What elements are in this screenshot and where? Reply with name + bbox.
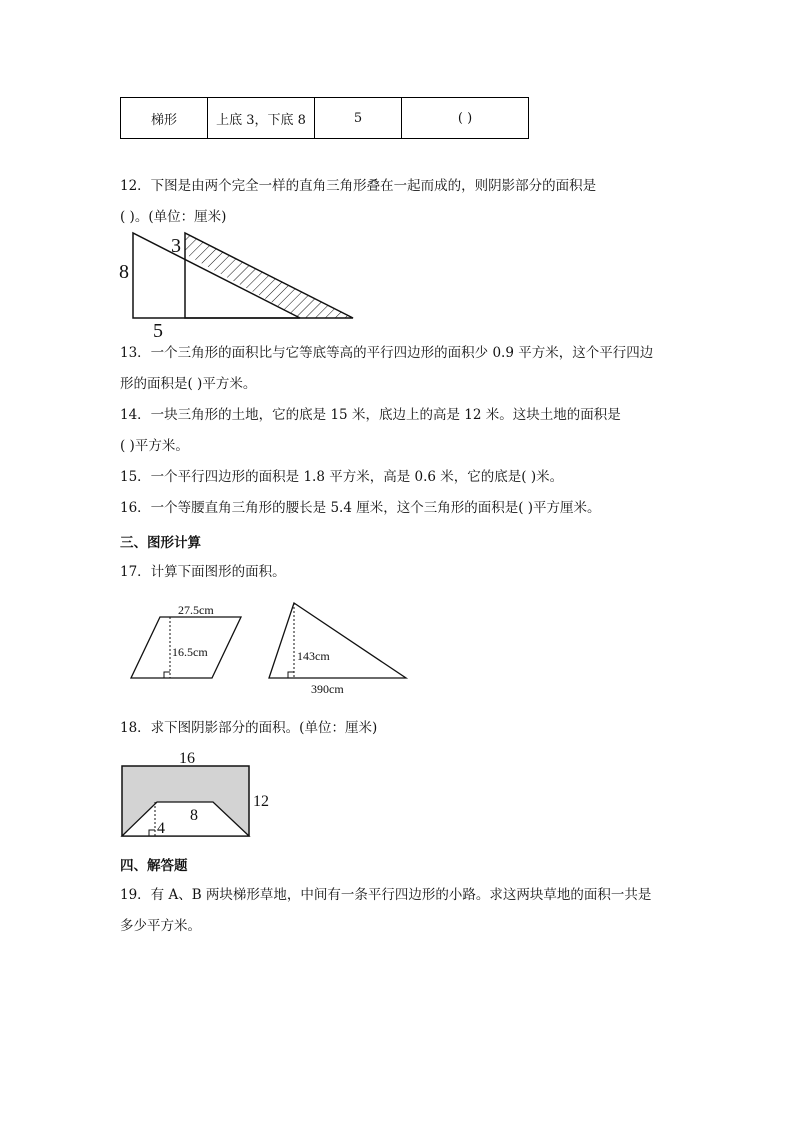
q17-triangle-base-label: 390cm [311, 682, 344, 696]
q17-parallelogram-right-angle [164, 672, 170, 678]
q15-text: 15．一个平行四边形的面积是 1.8 平方米，高是 0.6 米，它的底是( )米。 [120, 469, 564, 485]
q12-label-8: 8 [119, 261, 129, 283]
q12-triangles-figure [110, 226, 370, 341]
q18-label-12: 12 [253, 793, 269, 810]
section-4-heading: 四、解答题 [120, 858, 188, 874]
q18-text: 18．求下图阴影部分的面积。(单位：厘米) [120, 720, 378, 736]
q12-text-line2: ( )。(单位：厘米) [120, 209, 227, 225]
q12-text-line1: 12．下图是由两个完全一样的直角三角形叠在一起而成的，则阴影部分的面积是 [120, 178, 597, 194]
q13-text-line1: 13．一个三角形的面积比与它等底等高的平行四边形的面积少 0.9 平方米，这个平行四边 [120, 345, 654, 361]
q12-label-5: 5 [153, 320, 163, 341]
q17-para-top-label: 27.5cm [178, 603, 214, 617]
q17-figures [120, 596, 420, 700]
q13-text-line2: 形的面积是( )平方米。 [120, 376, 257, 392]
q18-figure [115, 745, 280, 842]
cell-shape: 梯形 [121, 98, 208, 139]
trapezoid-table-row [120, 97, 529, 139]
q19-text-line2: 多少平方米。 [120, 918, 201, 934]
q17-text: 17．计算下面图形的面积。 [120, 564, 286, 580]
q17-triangle [269, 603, 406, 678]
q18-label-4: 4 [157, 820, 165, 837]
q18-label-16: 16 [179, 750, 195, 767]
cell-area-answer: ( ) [402, 98, 529, 139]
q19-text-line1: 19．有 A、B 两块梯形草地，中间有一条平行四边形的小路。求这两块草地的面积一共是 [120, 887, 652, 903]
q12-right-triangle [185, 233, 353, 318]
q12-label-3: 3 [171, 235, 181, 257]
q14-text-line1: 14．一块三角形的土地，它的底是 15 米，底边上的高是 12 米。这块土地的面积是 [120, 407, 621, 423]
cell-base: 上底 3，下底 8 [208, 98, 315, 139]
section-3-heading: 三、图形计算 [120, 535, 201, 551]
q16-text: 16．一个等腰直角三角形的腰长是 5.4 厘米，这个三角形的面积是( )平方厘米。 [120, 500, 601, 516]
q17-triangle-height-label: 143cm [297, 649, 330, 663]
q14-text-line2: ( )平方米。 [120, 438, 189, 454]
q17-triangle-right-angle [288, 672, 294, 678]
q17-para-height-label: 16.5cm [172, 645, 208, 659]
q12-left-triangle [133, 233, 300, 318]
q18-label-8: 8 [190, 807, 198, 824]
cell-height: 5 [315, 98, 402, 139]
